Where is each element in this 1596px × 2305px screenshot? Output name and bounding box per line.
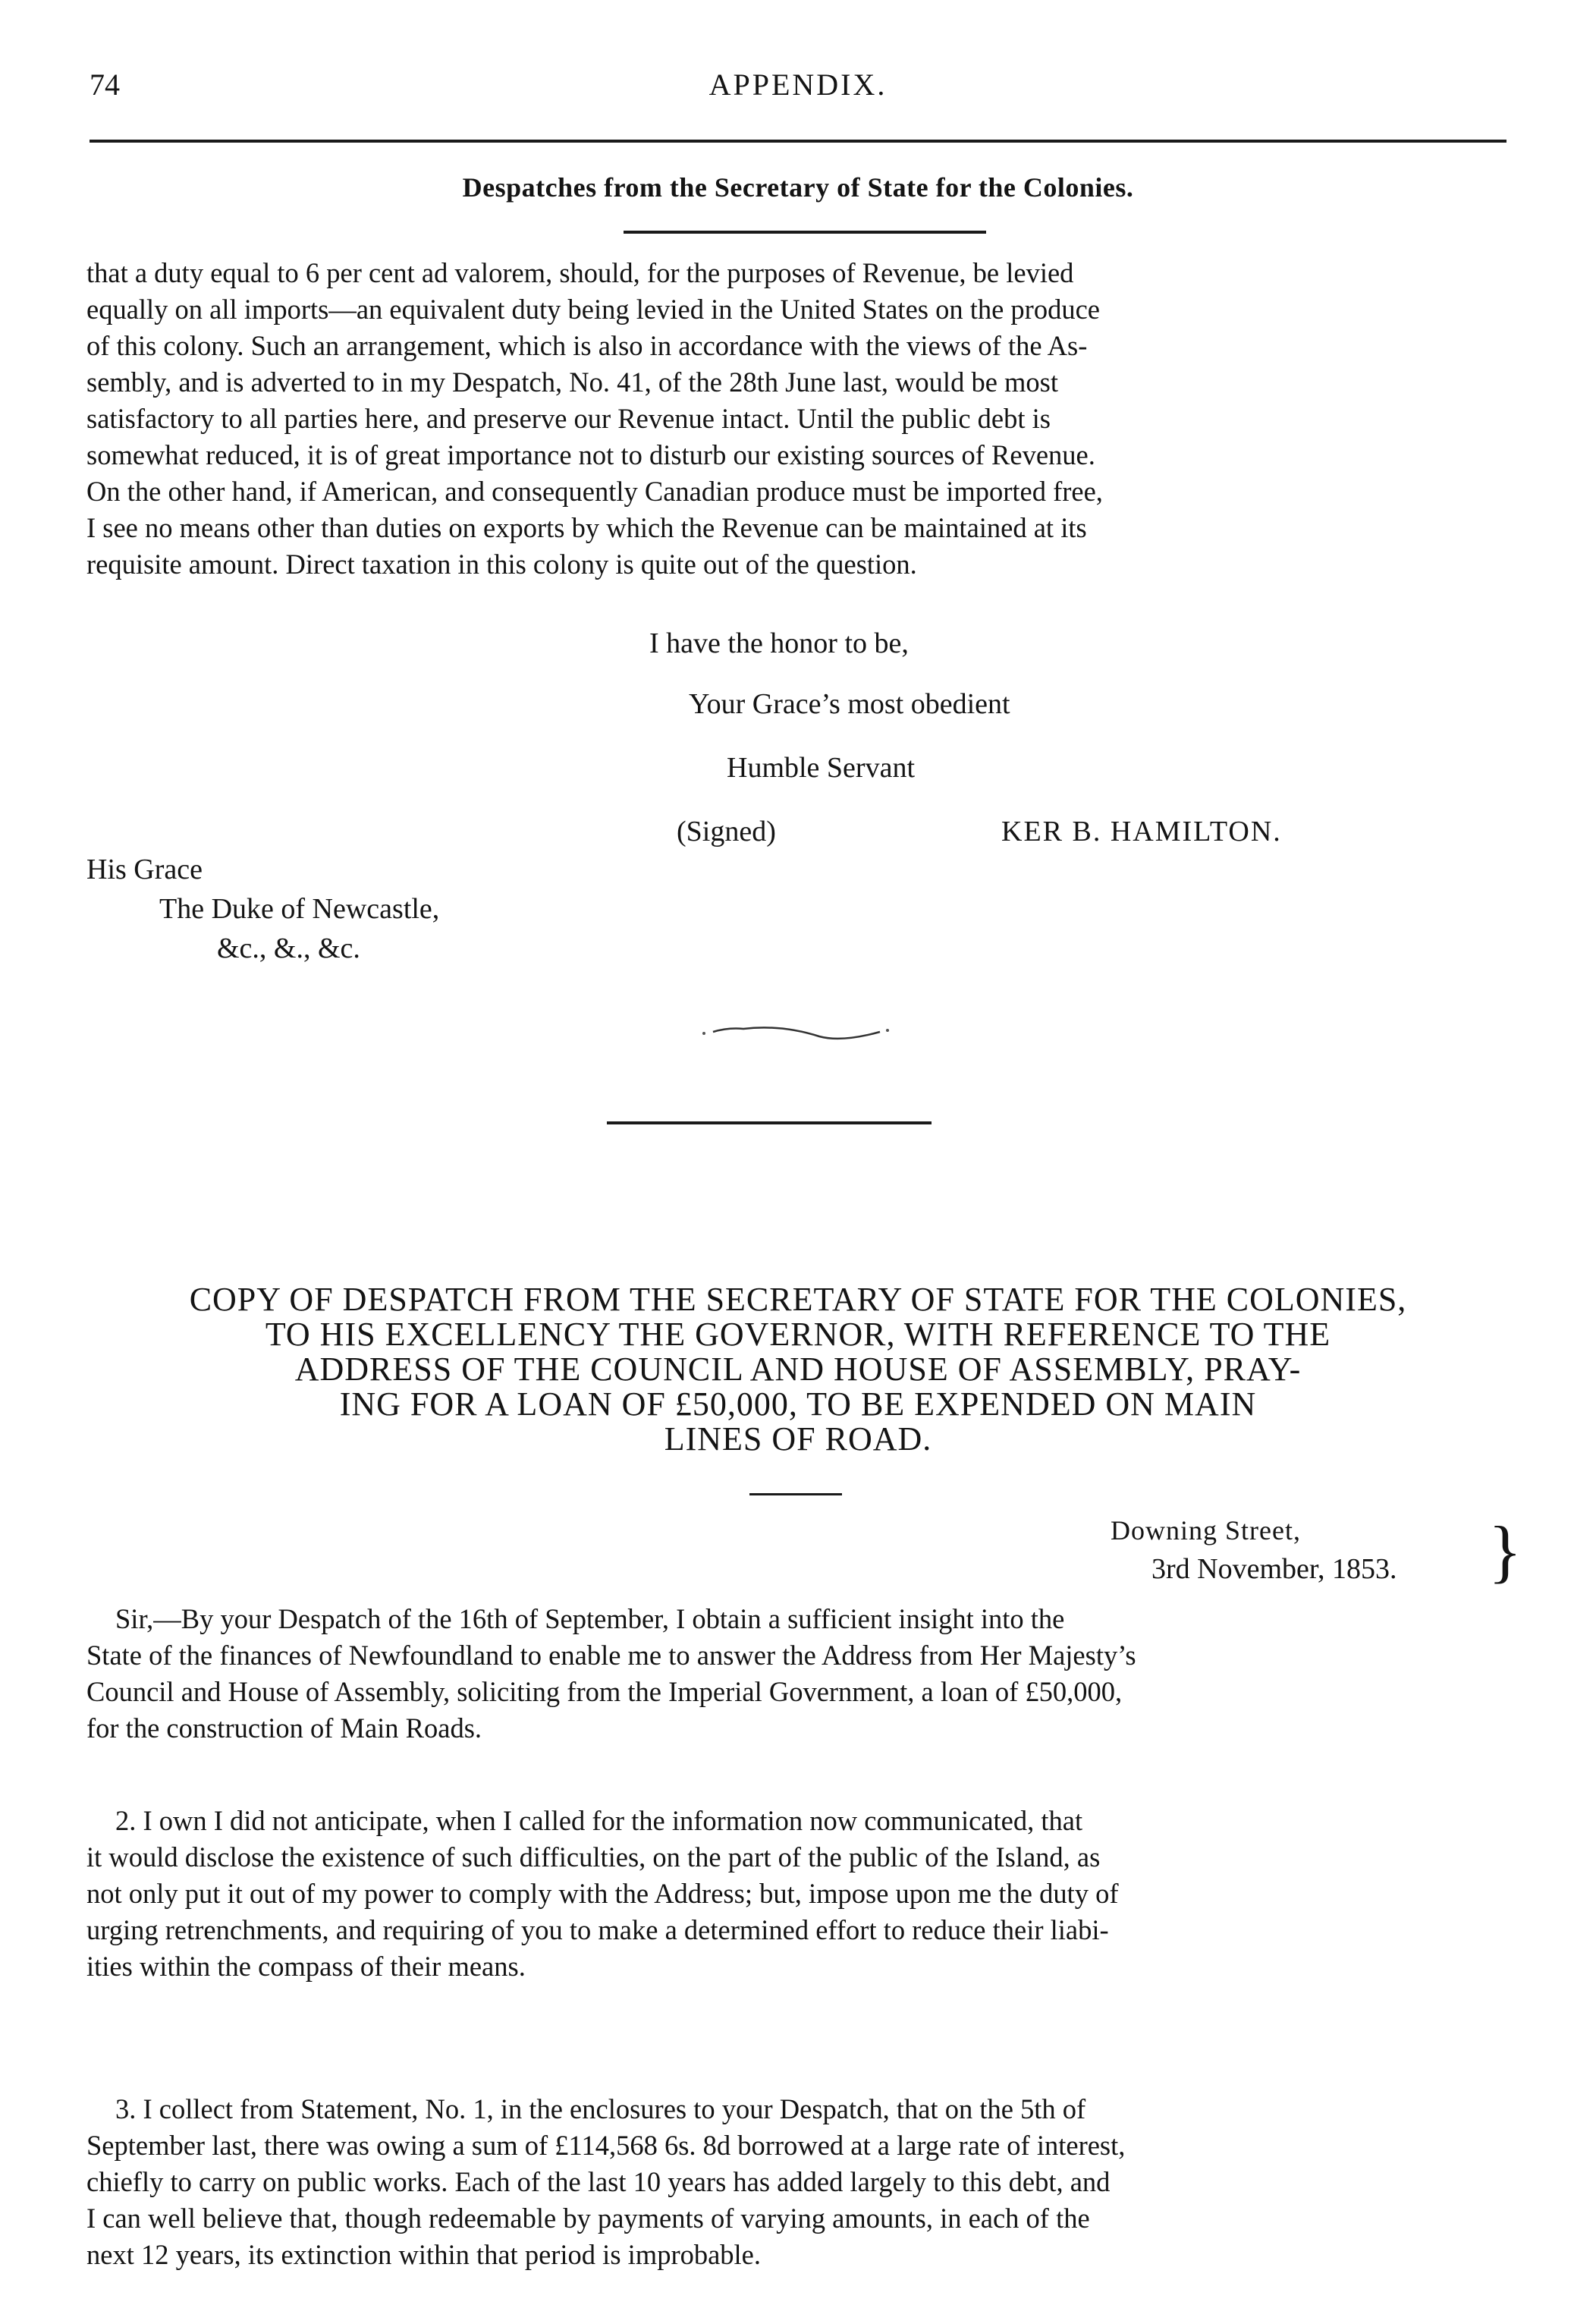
paragraph-line: sembly, and is adverted to in my Despatch, No. 41, of the 28th June last, would be most: [86, 366, 1059, 398]
paragraph-line: I can well believe that, though redeemable by payments of varying amounts, in each of the: [86, 2203, 1090, 2234]
despatch-heading: [46, 1282, 1550, 1457]
section-header: Despatches from the Secretary of State for the Colonies.: [462, 172, 1134, 203]
paragraph-line: not only put it out of my power to comply with the Address; but, impose upon me the duty of: [86, 1878, 1119, 1909]
section-divider: [624, 231, 986, 234]
heading-line: COPY OF DESPATCH FROM THE SECRETARY OF STATE FOR THE COLONIES,: [189, 1281, 1407, 1318]
heading-line: ING FOR A LOAN OF £50,000, TO BE EXPENDED ON MAIN: [339, 1385, 1257, 1423]
signature: KER B. HAMILTON.: [1001, 816, 1282, 847]
paragraph-line: Council and House of Assembly, soliciting from the Imperial Government, a loan of £50,000,: [86, 1676, 1123, 1707]
paragraph-line: satisfactory to all parties here, and preserve our Revenue intact. Until the public debt is: [86, 403, 1051, 434]
despatch-place: Downing Street,: [1111, 1515, 1301, 1546]
paragraph-line: equally on all imports—an equivalent duty being levied in the United States on the produce: [86, 294, 1100, 325]
paragraph-line: Sir,—By your Despatch of the 16th of September, I obtain a sufficient insight into the: [115, 1603, 1065, 1634]
despatch-date: 3rd November, 1853.: [1151, 1553, 1397, 1585]
addressee-line: &c., &., &c.: [217, 932, 360, 964]
paragraph-line: it would disclose the existence of such difficulties, on the part of the public of the Island, as: [86, 1841, 1101, 1873]
paragraph-line: somewhat reduced, it is of great importance not to disturb our existing sources of Revenue.: [86, 439, 1095, 470]
paragraph-line: that a duty equal to 6 per cent ad valorem, should, for the purposes of Revenue, be levied: [86, 257, 1074, 288]
paragraph-line: ities within the compass of their means.: [86, 1951, 526, 1982]
heading-line: ADDRESS OF THE COUNCIL AND HOUSE OF ASSEMBLY, PRAY-: [294, 1351, 1302, 1388]
paragraph-line: 3. I collect from Statement, No. 1, in the enclosures to your Despatch, that on the 5th of: [115, 2093, 1086, 2124]
despatch-paragraph: [86, 2091, 1510, 2273]
flourish-ornament: [698, 1009, 895, 1047]
paragraph-line: September last, there was owing a sum of £114,568 6s. 8d borrowed at a large rate of interest,: [86, 2130, 1126, 2161]
paragraph-line: On the other hand, if American, and consequently Canadian produce must be imported free,: [86, 476, 1103, 507]
closing-line: Your Grace’s most obedient: [689, 688, 1010, 720]
paragraph-line: I see no means other than duties on exports by which the Revenue can be maintained at its: [86, 512, 1087, 543]
header-rule: [90, 140, 1506, 143]
despatch-paragraph: [86, 1601, 1510, 1747]
closing-line: I have the honor to be,: [649, 627, 909, 659]
paragraph-line: for the construction of Main Roads.: [86, 1712, 482, 1744]
paragraph-line: urging retrenchments, and requiring of you to make a determined effort to reduce their liabi-: [86, 1914, 1109, 1945]
heading-divider: [749, 1493, 842, 1495]
paragraph-line: of this colony. Such an arrangement, which is also in accordance with the views of the As-: [86, 330, 1088, 361]
paragraph-line: requisite amount. Direct taxation in this colony is quite out of the question.: [86, 549, 917, 580]
page-number: 74: [90, 68, 120, 102]
heading-line: LINES OF ROAD.: [664, 1420, 932, 1458]
heading-line: TO HIS EXCELLENCY THE GOVERNOR, WITH REFERENCE TO THE: [265, 1316, 1331, 1353]
running-title: APPENDIX.: [708, 68, 888, 102]
paragraph-line: chiefly to carry on public works. Each of the last 10 years has added largely to this debt, and: [86, 2166, 1111, 2197]
brace-ornament: }: [1488, 1512, 1522, 1590]
addressee-line: His Grace: [86, 854, 203, 885]
despatch-paragraph: [86, 1803, 1510, 1985]
letter-divider: [607, 1121, 932, 1124]
letter-paragraph: [86, 255, 1510, 583]
addressee-line: The Duke of Newcastle,: [159, 893, 440, 925]
paragraph-line: State of the finances of Newfoundland to enable me to answer the Address from Her Majesty’s: [86, 1640, 1136, 1671]
closing-line: Humble Servant: [727, 752, 916, 784]
paragraph-line: 2. I own I did not anticipate, when I called for the information now communicated, that: [115, 1805, 1083, 1836]
signed-label: (Signed): [677, 816, 776, 847]
paragraph-line: next 12 years, its extinction within that period is improbable.: [86, 2239, 762, 2270]
